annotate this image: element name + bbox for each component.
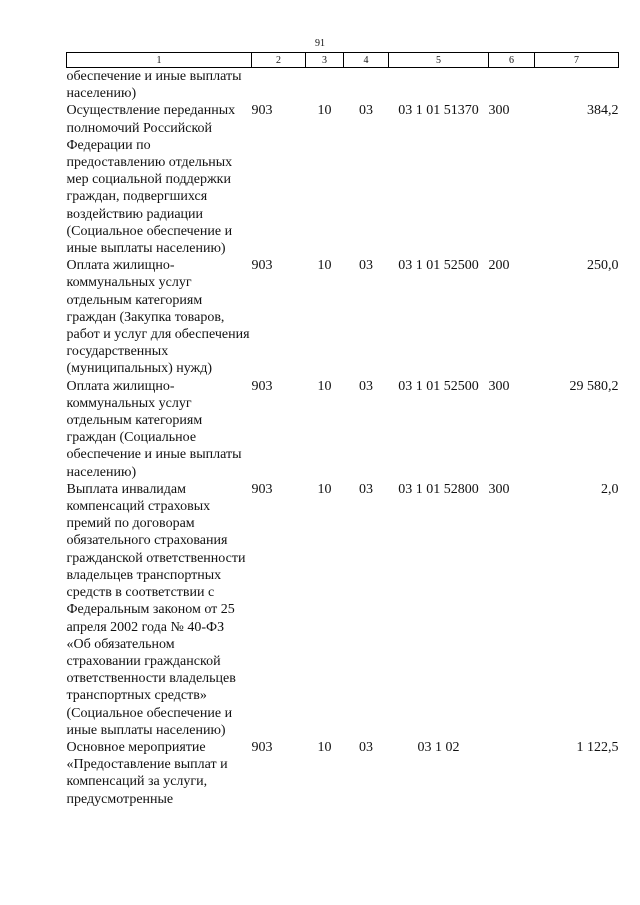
cell-code-4: 03: [359, 378, 373, 394]
cell-code-2: [252, 68, 306, 103]
cell-amount: 2,0: [601, 481, 619, 497]
cell-code-3: 10: [317, 739, 332, 755]
cell-code-4: 03: [359, 103, 373, 119]
cell-amount: 250,0: [587, 258, 619, 274]
table-row: [67, 739, 619, 808]
cell-amount: 1 122,5: [576, 739, 619, 755]
cell-amount: 384,2: [587, 103, 619, 119]
column-header: 6: [489, 53, 535, 68]
row-name: Осуществление переданных полномочий Российской Федерации по предоставлению отдельных мер социальной поддержки граждан, подвергшихся воздействию радиации (Социальное обеспечение и иные выплаты населению): [66, 103, 236, 257]
table-row: [67, 481, 619, 739]
column-header: 3: [306, 53, 344, 68]
cell-code-2: 903: [251, 103, 273, 119]
cell-code-3: 10: [317, 103, 332, 119]
cell-code-6: 300: [488, 103, 510, 119]
cell-code-3: 10: [317, 378, 332, 394]
cell-code-2: 903: [251, 481, 273, 497]
cell-code-5: 03 1 02: [417, 739, 460, 755]
table-row: [67, 68, 619, 103]
row-name: Основное мероприятие «Предоставление выплат и компенсаций за услуги, предусмотренные: [66, 739, 228, 807]
cell-code-5: 03 1 01 52800: [398, 481, 479, 497]
cell-code-5: 03 1 01 51370: [398, 103, 479, 119]
budget-table: [66, 52, 619, 808]
cell-code-6: 300: [488, 378, 510, 394]
table-header-row: [67, 53, 619, 68]
cell-amount: [535, 68, 619, 103]
page-number: 91: [315, 38, 325, 49]
column-header: 5: [389, 53, 489, 68]
cell-code-6: [489, 739, 535, 808]
cell-code-6: 300: [488, 481, 510, 497]
cell-code-4: 03: [359, 481, 373, 497]
cell-code-4: 03: [359, 739, 373, 755]
column-header: 2: [252, 53, 306, 68]
table-row: [67, 102, 619, 257]
row-name: Выплата инвалидам компенсаций страховых премий по договорам обязательного страхования гражданской ответственности владельцев транспортных средств в соответствии с Федеральным законом от 25 апреля 2002 года № 40-ФЗ «Об обязательном страховании гражданской ответственности владельцев транспортных средств» (Социальное обеспечение и иные выплаты населению): [66, 481, 246, 738]
cell-code-3: 10: [317, 258, 332, 274]
row-name: Оплата жилищно-коммунальных услуг отдельным категориям граждан (Социальное обеспечение и иные выплаты населению): [66, 378, 242, 480]
table-row: [67, 378, 619, 481]
cell-code-4: [344, 68, 389, 103]
cell-code-2: 903: [251, 258, 273, 274]
table-row: [67, 257, 619, 377]
cell-code-4: 03: [359, 258, 373, 274]
cell-code-5: 03 1 01 52500: [398, 378, 479, 394]
cell-code-5: [389, 68, 489, 103]
cell-code-6: [489, 68, 535, 103]
cell-code-3: [306, 68, 344, 103]
cell-code-2: 903: [251, 739, 273, 755]
cell-code-3: 10: [317, 481, 332, 497]
row-name: обеспечение и иные выплаты населению): [66, 69, 242, 102]
cell-amount: 29 580,2: [569, 378, 619, 394]
cell-code-6: 200: [488, 258, 510, 274]
column-header: 1: [67, 53, 252, 68]
column-header: 7: [535, 53, 619, 68]
column-header: 4: [344, 53, 389, 68]
cell-code-2: 903: [251, 378, 273, 394]
row-name: Оплата жилищно-коммунальных услуг отдельным категориям граждан (Закупка товаров, работ и услуг для обеспечения государственных (муниципальных) нужд): [66, 258, 250, 377]
cell-code-5: 03 1 01 52500: [398, 258, 479, 274]
